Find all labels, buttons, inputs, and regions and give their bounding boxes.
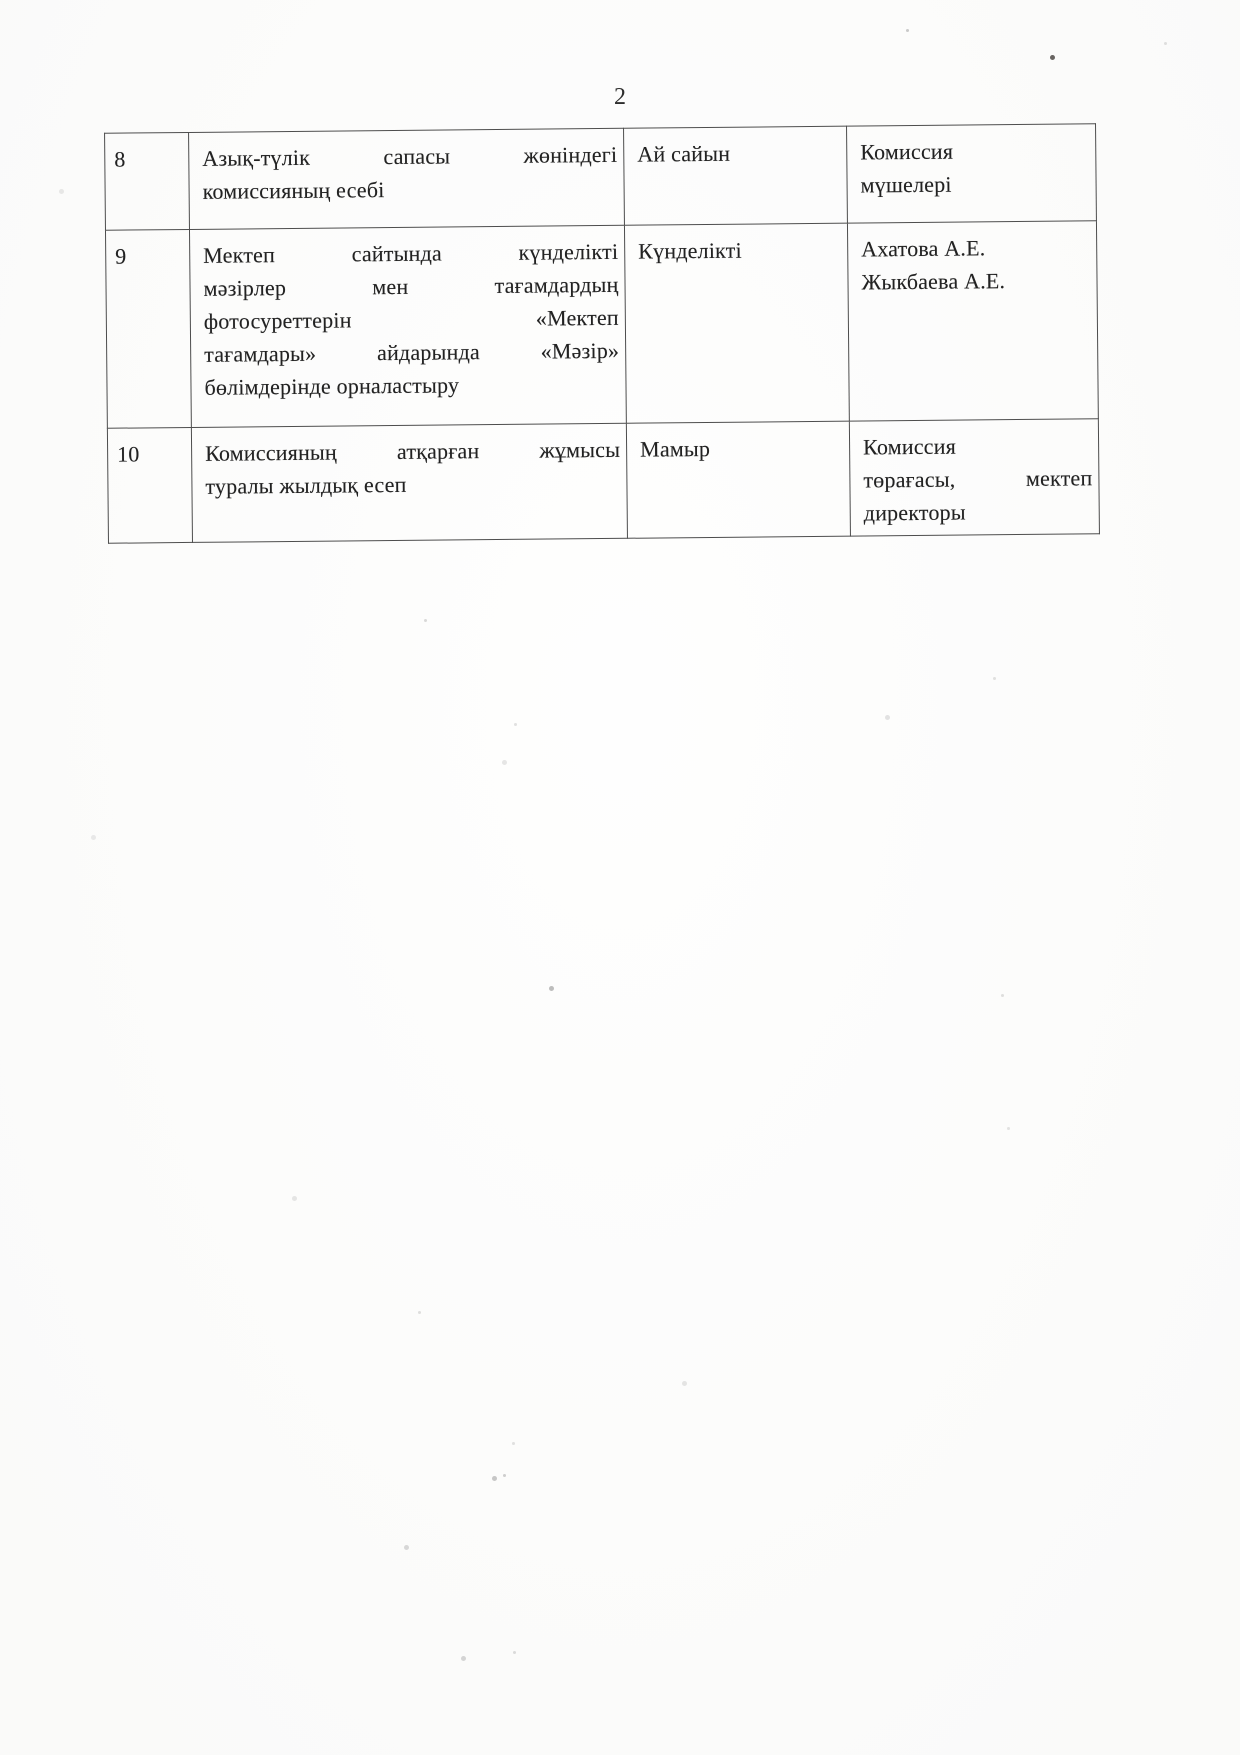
page-number: 2 (614, 84, 626, 110)
responsible-cell (849, 419, 1099, 536)
cell-line: Комиссияның атқарған жұмысы (205, 436, 621, 466)
task-cell (189, 225, 626, 427)
cell-line: Азық-түлік сапасы жөніндегі (202, 141, 618, 171)
task-cell (189, 128, 625, 229)
cell-line: комиссияның есебі (202, 177, 385, 204)
period-cell: Ай сайын (624, 126, 848, 225)
cell-line: Комиссия (862, 433, 957, 460)
period-cell: Мамыр (626, 421, 850, 538)
cell-line: фотосуреттерін «Мектеп (203, 304, 619, 334)
cell-line: туралы жылдық есеп (205, 471, 407, 499)
cell-line: Жыкбаева А.Е. (861, 268, 1006, 295)
cell-line: бөлімдерінде орналастыру (204, 372, 460, 400)
schedule-table (104, 123, 1100, 544)
cell-line: мәзірлер мен тағамдардың (203, 271, 619, 301)
responsible-cell (847, 124, 1097, 223)
cell-line: төрағасы, мектеп (863, 465, 1093, 493)
scan-noise (0, 0, 3, 3)
cell-line: Ахатова А.Е. (861, 235, 986, 262)
row-number-cell: 10 (107, 427, 192, 543)
period-cell: Күнделікті (624, 223, 849, 423)
table-row (105, 124, 1097, 231)
cell-line: директоры (863, 499, 966, 526)
cell-line: Комиссия (860, 138, 954, 165)
table-row (105, 221, 1098, 429)
responsible-cell (847, 221, 1098, 421)
schedule-table-body (105, 124, 1100, 543)
cell-line: тағамдары» айдарында «Мәзір» (204, 337, 620, 367)
cell-line: Мектеп сайтында күнделікті (203, 238, 619, 268)
cell-line: мүшелері (860, 171, 952, 198)
row-number-cell: 9 (105, 229, 191, 428)
row-number-cell: 8 (105, 132, 190, 230)
task-cell (191, 423, 627, 542)
table-row (107, 419, 1099, 544)
